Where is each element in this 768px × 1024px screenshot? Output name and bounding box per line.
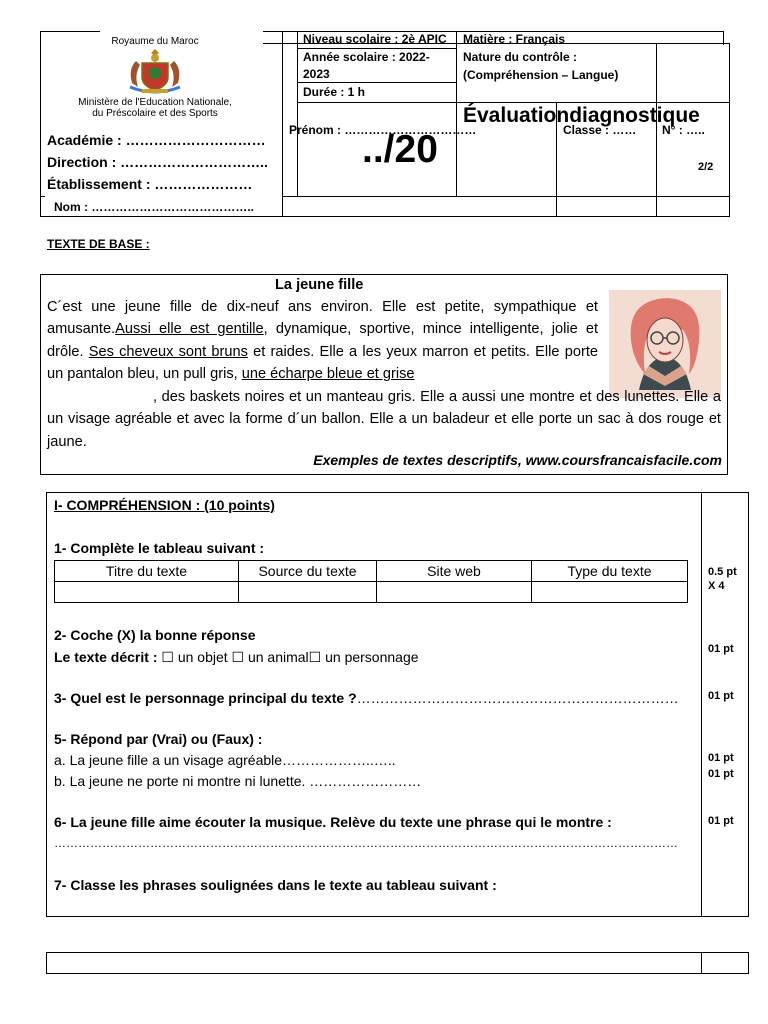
q6-points: 01 pt (708, 815, 734, 827)
passage-part-4: , des baskets noires et un manteau gris. Elle a aussi une montre et des lunettes. Elle a un visage agréable et avec la forme d´un ballon. Elle a un baladeur et elle porte un sac à dos rouge et jaune. (47, 389, 721, 450)
q1-points-multiplier: X 4 (708, 580, 725, 592)
comprehension-heading: I- COMPRÉHENSION : (10 points) (54, 497, 275, 513)
q5b-points: 01 pt (708, 768, 734, 780)
question-1: 1- Complète le tableau suivant : (54, 540, 265, 556)
q1-col-source: Source du texte (239, 561, 377, 582)
score-box: ../20 (362, 128, 438, 171)
page-number: 2/2 (698, 161, 714, 173)
passage-source: Exemples de textes descriptifs, www.coursfrancaisfacile.com (313, 452, 722, 468)
comprehension-section (46, 492, 749, 917)
classe-field[interactable]: Classe : …… (563, 123, 637, 137)
duree-label: Durée : 1 h (303, 85, 366, 99)
question-6: 6- La jeune fille aime écouter la musique. Relève du texte une phrase qui le montre : (54, 814, 612, 830)
texte-de-base-label: TEXTE DE BASE : (47, 237, 150, 251)
underlined-phrase-3: une écharpe bleue et grise (241, 366, 415, 383)
ministry-line1: Ministère de l'Education Nationale, (78, 97, 232, 108)
direction-field[interactable]: Direction : ………………………….. (47, 154, 268, 170)
q1-col-site: Site web (377, 561, 532, 582)
question-2: 2- Coche (X) la bonne réponse (54, 627, 256, 643)
ministry-line2: du Préscolaire et des Sports (92, 108, 218, 119)
annee-label-1: Année scolaire : 2022- (303, 50, 430, 64)
annee-label-2: 2023 (303, 67, 330, 81)
passage-part-3: et raides. Elle a les yeux marron et petits. Elle porte un pantalon bleu, un pull gris, (47, 343, 598, 383)
q1-answer-type[interactable] (532, 582, 688, 603)
q6-answer-dots[interactable]: ………………………………………………………………………………………………………………………………………… (54, 836, 678, 850)
q1-answer-site[interactable] (377, 582, 532, 603)
q1-col-type: Type du texte (532, 561, 688, 582)
footer-score-box (46, 952, 749, 974)
q1-table-header-row (55, 561, 688, 582)
nature-label-2: (Compréhension – Langue) (463, 68, 619, 82)
q5-item-a[interactable]: a. La jeune fille a un visage agréable………………..….. (54, 752, 396, 768)
question-3-line (54, 690, 679, 706)
q3-points: 01 pt (708, 690, 734, 702)
passage-text-bottom (47, 386, 721, 453)
portrait-illustration-icon (609, 290, 721, 398)
passage-part-1: C´est une jeune fille de dix-neuf ans environ. Elle est petite, sympathique et amusante. (47, 299, 598, 338)
coat-of-arms-icon (122, 47, 188, 95)
niveau-label: Niveau scolaire : 2è APIC (303, 32, 447, 46)
numero-field[interactable]: N° : ….. (662, 123, 705, 137)
passage-title: La jeune fille (275, 277, 364, 293)
passage-text-top (47, 296, 598, 386)
underlined-phrase-1: Aussi elle est gentille (115, 321, 264, 338)
academie-field[interactable]: Académie : ………………………… (47, 132, 266, 148)
matiere-label: Matière : Français (463, 32, 566, 46)
q2-points: 01 pt (708, 643, 734, 655)
q1-table (54, 560, 688, 603)
q2-lead: Le texte décrit : (54, 649, 158, 665)
question-7: 7- Classe les phrases soulignées dans le texte au tableau suivant : (54, 877, 497, 893)
nom-field[interactable]: Nom : ………………………………….. (54, 200, 254, 214)
nature-label-1: Nature du contrôle : (463, 50, 578, 64)
q1-table-answer-row[interactable] (55, 582, 688, 603)
q1-col-titre: Titre du texte (55, 561, 239, 582)
passage-part-2: , dynamique, sportive, mince intelligente, jolie et drôle. (47, 321, 598, 360)
q5-item-b[interactable]: b. La jeune ne porte ni montre ni lunette. …………………… (54, 773, 422, 789)
prenom-field[interactable]: Prénom : …………………………… (289, 123, 477, 137)
kingdom-label: Royaume du Maroc (111, 36, 199, 47)
q2-answer-line (54, 649, 419, 666)
q1-answer-source[interactable] (239, 582, 377, 603)
q5a-points: 01 pt (708, 752, 734, 764)
passage-box (40, 274, 728, 475)
q1-answer-titre[interactable] (55, 582, 239, 603)
question-3: 3- Quel est le personnage principal du texte ? (54, 690, 357, 706)
etablissement-field[interactable]: Établissement : ………………… (47, 176, 253, 192)
q3-answer-dots[interactable]: …………………………………………………………… (356, 690, 679, 706)
q2-options[interactable]: ☐ un objet ☐ un animal☐ un personnage (161, 649, 419, 665)
question-5: 5- Répond par (Vrai) ou (Faux) : (54, 731, 263, 747)
underlined-phrase-2: Ses cheveux sont bruns (88, 343, 248, 360)
evaluation-title: Évaluationdiagnostique (463, 104, 700, 127)
q1-points: 0.5 pt (708, 566, 737, 578)
